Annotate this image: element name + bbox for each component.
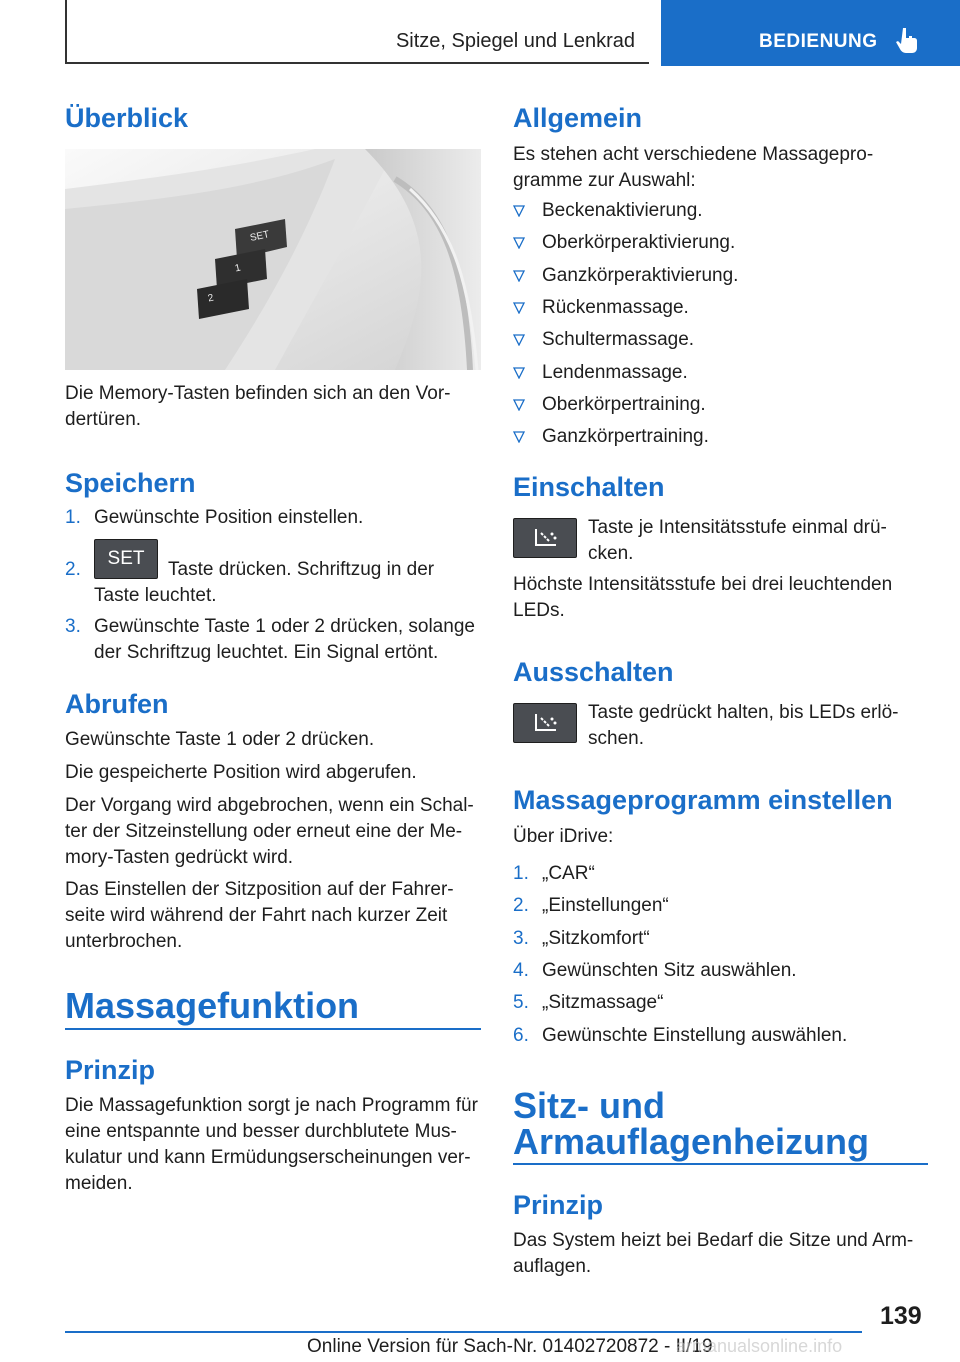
online-version-note: Online Version für Sach-Nr. 01402720872 - II/19 — [307, 1336, 713, 1357]
step-text: Gewünschte Position einstellen. — [94, 507, 364, 528]
heading-rule — [513, 1163, 928, 1165]
heating-heading: Sitz- und — [513, 1085, 665, 1126]
program-name: Oberkörpertraining. — [542, 393, 706, 415]
body-text: Die Massagefunktion sorgt je nach Programm für — [65, 1095, 478, 1116]
door-panel-illustration — [65, 149, 481, 370]
step-text: Gewünschten Sitz auswählen. — [542, 959, 797, 981]
step-text: der Schriftzug leuchtet. Ein Signal ertönt. — [94, 642, 439, 663]
heating-heading: Armauflagenheizung — [513, 1121, 870, 1162]
triangle-bullet-icon — [513, 399, 525, 411]
body-text: eine entspannte und besser durchblutete Mus- — [65, 1121, 457, 1142]
massage-seat-icon — [514, 704, 576, 742]
save-heading: Speichern — [65, 468, 196, 498]
body-text: Höchste Intensitätsstufe bei drei leuchtenden — [513, 574, 893, 595]
triangle-bullet-icon — [513, 302, 525, 314]
triangle-bullet-icon — [513, 334, 525, 346]
program-name: Beckenaktivierung. — [542, 200, 703, 221]
body-text: Der Vorgang wird abgebrochen, wenn ein Schal- — [65, 795, 474, 816]
triangle-bullet-icon — [513, 431, 525, 443]
massage-button-icon — [513, 518, 577, 558]
photo-key-label-2: 2 — [206, 292, 215, 305]
step-text: „CAR“ — [542, 863, 595, 884]
program-name: Oberkörperaktivierung. — [542, 232, 736, 254]
on-heading: Einschalten — [513, 472, 665, 502]
body-text: Es stehen acht verschiedene Massagepro- — [513, 144, 874, 165]
set-button-label: SET — [107, 548, 145, 569]
step-text: Taste leuchtet. — [94, 585, 217, 606]
massage-button-icon — [513, 703, 577, 743]
step-number: 3. — [513, 927, 529, 949]
step-text: „Einstellungen“ — [542, 895, 669, 917]
massage-seat-icon — [514, 519, 576, 557]
body-text: unterbrochen. — [65, 931, 183, 952]
heading-rule — [65, 1028, 481, 1030]
step-number: 4. — [513, 959, 529, 981]
step-number: 6. — [513, 1024, 529, 1046]
recall-heading: Abrufen — [65, 689, 169, 719]
principle-heading: Prinzip — [65, 1055, 156, 1085]
triangle-bullet-icon — [513, 270, 525, 282]
body-text: mory-Tasten gedrückt wird. — [65, 847, 294, 868]
step-text: Taste drücken. Schriftzug in der — [168, 559, 435, 580]
section-tab-label: BEDIENUNG — [759, 31, 878, 52]
step-text: „Sitzmassage“ — [542, 992, 664, 1014]
general-heading: Allgemein — [513, 103, 643, 133]
photo-caption-line: Die Memory-Tasten befinden sich an den Vor- — [65, 383, 451, 404]
body-text: Taste je Intensitätsstufe einmal drü- — [588, 517, 887, 538]
photo-key-label-1: 1 — [233, 262, 242, 275]
triangle-bullet-icon — [513, 205, 525, 217]
memory-buttons-photo — [65, 149, 481, 370]
program-heading: Massageprogramm einstellen — [513, 785, 893, 815]
body-text: kulatur und kann Ermüdungserscheinungen ver- — [65, 1147, 471, 1168]
step-text: „Sitzkomfort“ — [542, 927, 650, 949]
body-text: LEDs. — [513, 600, 565, 621]
triangle-bullet-icon — [513, 237, 525, 249]
step-number: 1. — [513, 863, 529, 884]
section-tab — [661, 0, 960, 66]
body-text: ter der Sitzeinstellung oder erneut eine der Me- — [65, 821, 463, 842]
header-left-rule — [65, 0, 67, 64]
program-name: Lendenmassage. — [542, 361, 688, 383]
hand-pointer-icon — [895, 27, 917, 53]
step-number: 2. — [65, 559, 81, 580]
step-number: 5. — [513, 992, 529, 1014]
body-text: auflagen. — [513, 1256, 592, 1277]
body-text: cken. — [588, 543, 634, 564]
program-name: Rückenmassage. — [542, 296, 689, 318]
program-name: Schultermassage. — [542, 329, 695, 351]
body-text: seite wird während der Fahrt nach kurzer Zeit — [65, 905, 448, 926]
step-text: Gewünschte Einstellung auswählen. — [542, 1024, 848, 1046]
step-number: 2. — [513, 895, 529, 917]
body-text: Das System heizt bei Bedarf die Sitze und Arm- — [513, 1230, 914, 1251]
body-text: gramme zur Auswahl: — [513, 170, 696, 191]
program-name: Ganzkörperaktivierung. — [542, 264, 739, 286]
program-name: Ganzkörpertraining. — [542, 426, 709, 448]
photo-key-label-set: SET — [249, 229, 271, 244]
body-text: Das Einstellen der Sitzposition auf der Fahrer- — [65, 879, 454, 900]
page-number: 139 — [880, 1302, 922, 1330]
step-number: 3. — [65, 616, 81, 637]
triangle-bullet-icon — [513, 367, 525, 379]
step-number: 1. — [65, 507, 81, 528]
step-text: Gewünschte Taste 1 oder 2 drücken, solange — [94, 616, 475, 637]
footer-rule — [65, 1331, 862, 1333]
overview-heading: Überblick — [65, 103, 189, 133]
body-text: Taste gedrückt halten, bis LEDs erlö- — [588, 702, 899, 723]
photo-caption-line: dertüren. — [65, 409, 142, 430]
header-bottom-rule — [65, 62, 649, 64]
body-text: Gewünschte Taste 1 oder 2 drücken. — [65, 729, 375, 750]
off-heading: Ausschalten — [513, 657, 674, 687]
heating-principle-heading: Prinzip — [513, 1190, 604, 1220]
massage-heading: Massagefunktion — [65, 985, 360, 1026]
body-text: Über iDrive: — [513, 826, 614, 847]
body-text: meiden. — [65, 1173, 133, 1194]
chapter-title: Sitze, Spiegel und Lenkrad — [395, 30, 635, 52]
body-text: Die gespeicherte Position wird abgerufen. — [65, 762, 417, 783]
body-text: schen. — [588, 728, 644, 749]
set-button-icon — [94, 539, 158, 579]
watermark: armanualsonline.info — [676, 1336, 843, 1356]
